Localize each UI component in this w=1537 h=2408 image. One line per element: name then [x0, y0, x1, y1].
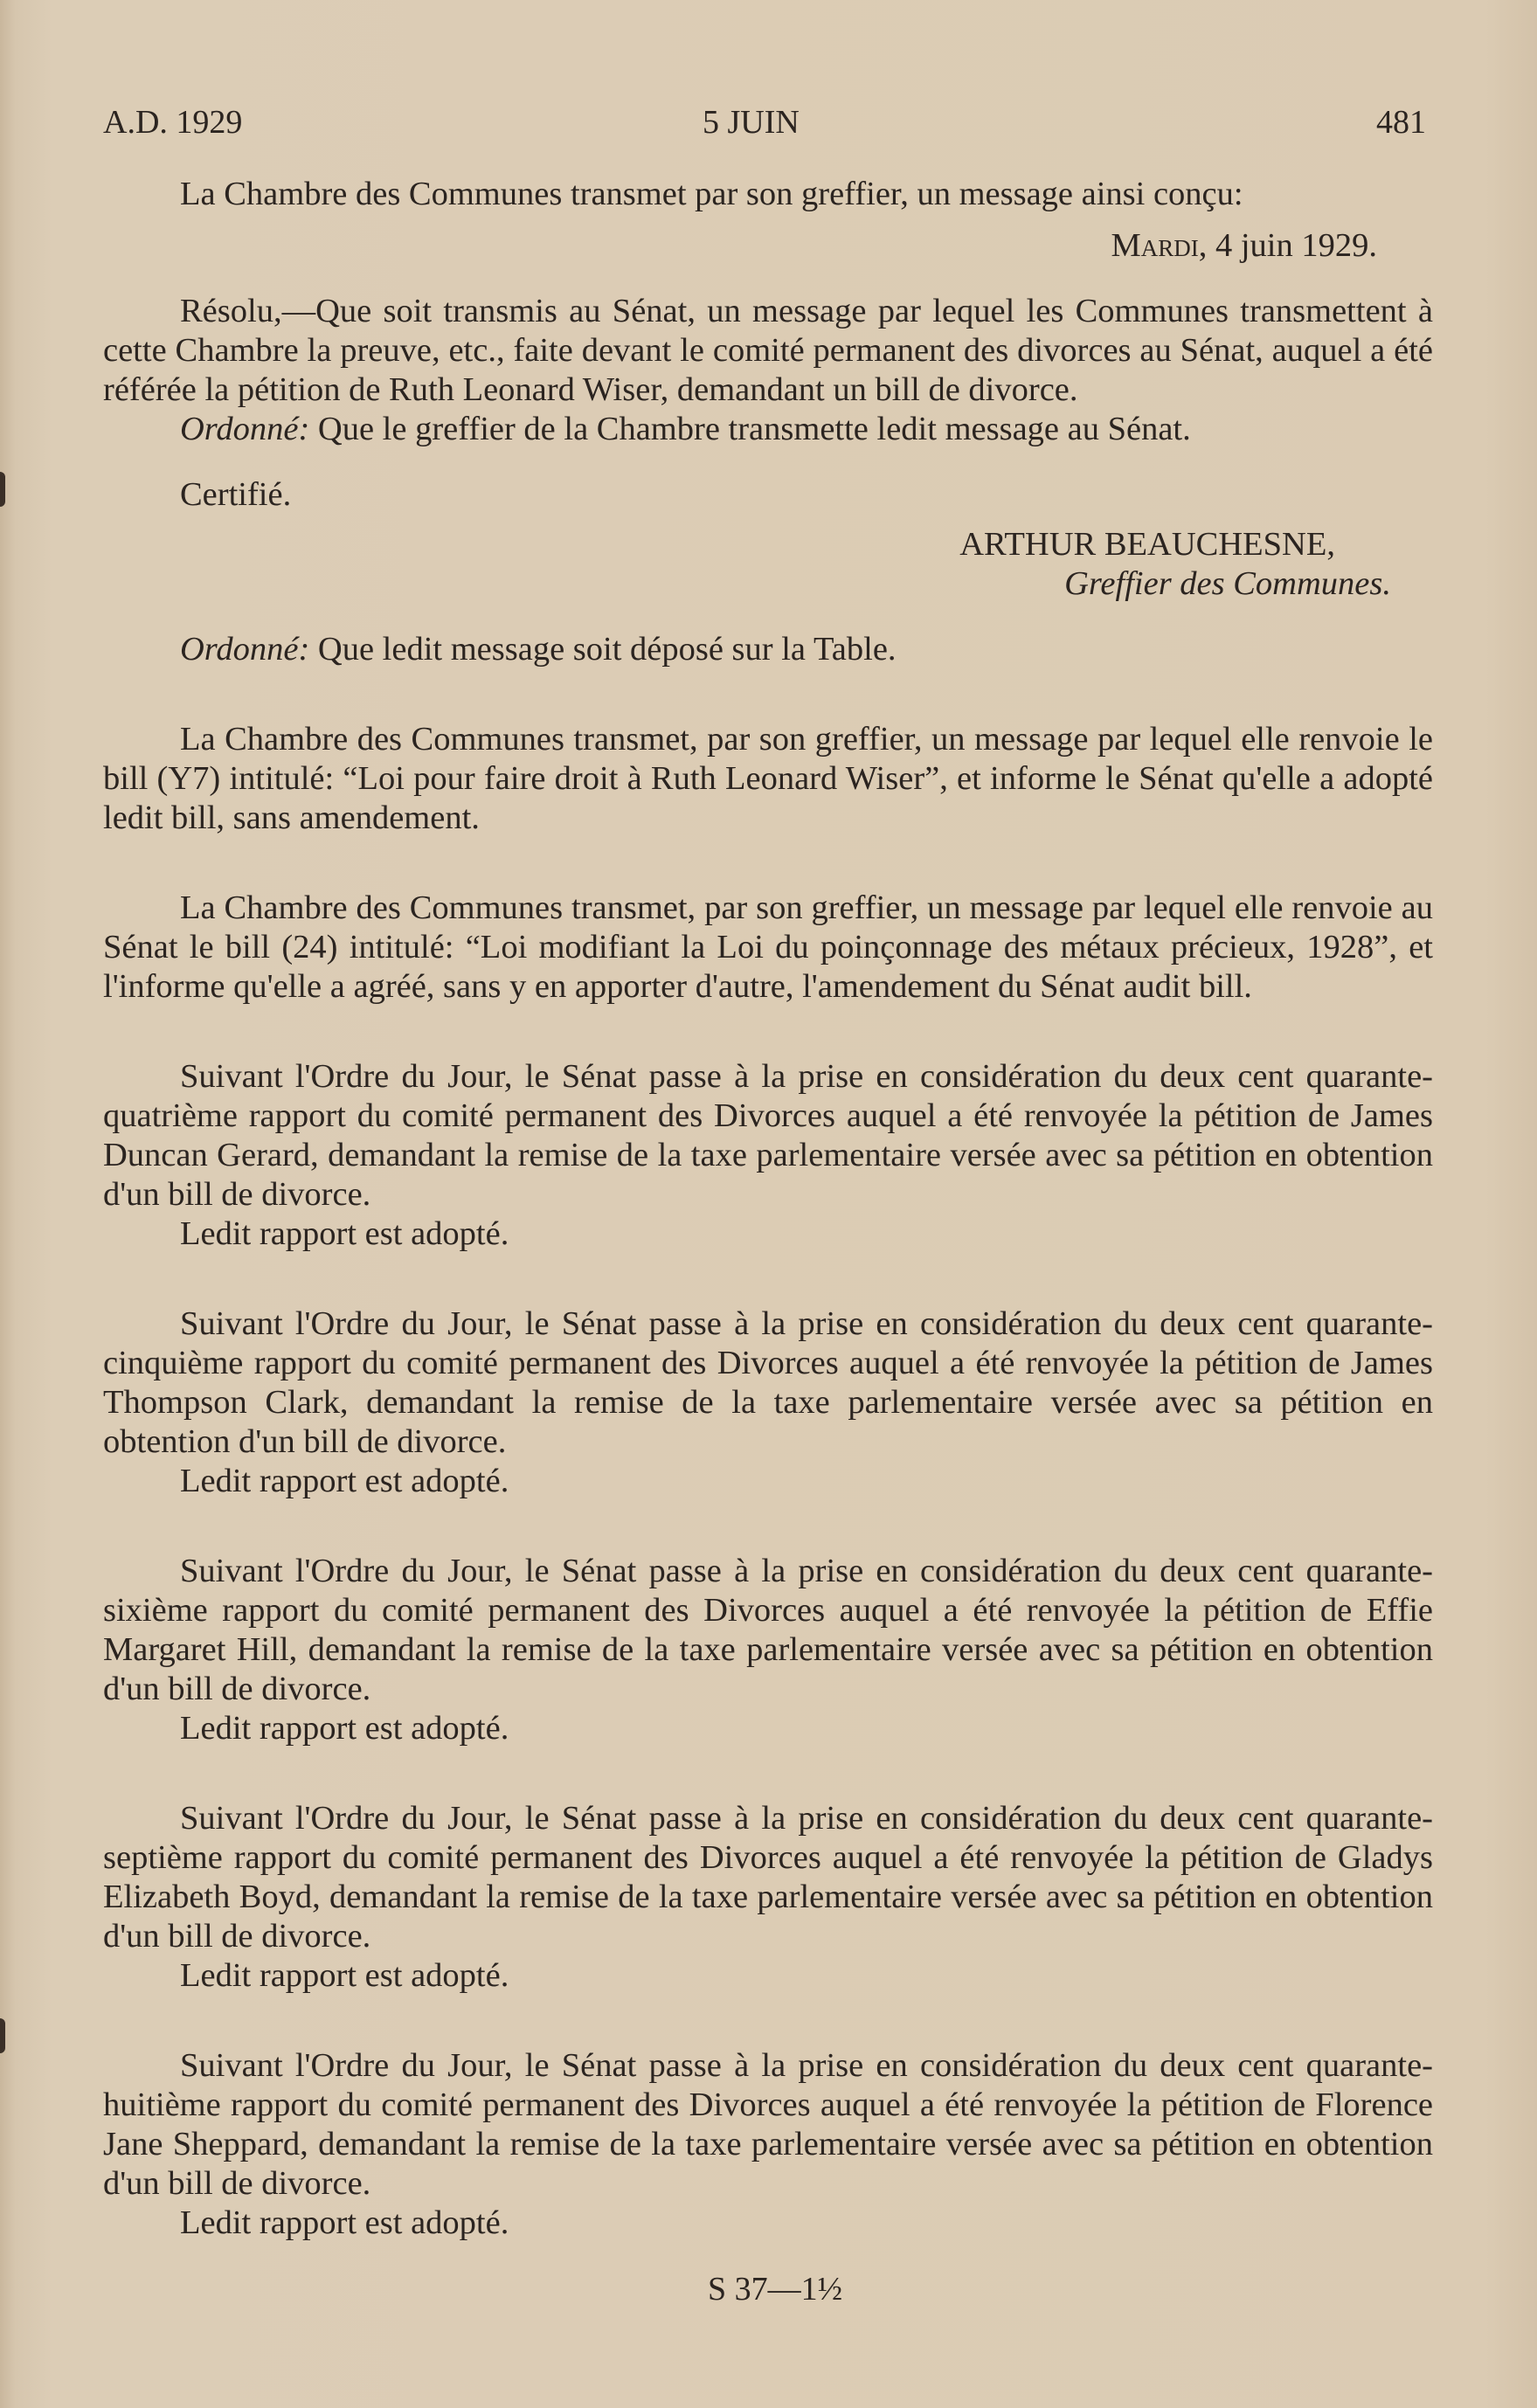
- message-date-rest: , 4 juin 1929.: [1198, 227, 1377, 264]
- signature-mark: S 37—1½: [708, 2271, 843, 2308]
- order-text: Que le greffier de la Chambre transmette ledit message au Sénat.: [309, 411, 1191, 447]
- report-adopted: Ledit rapport est adopté.: [180, 2204, 509, 2241]
- signatory-name: ARTHUR BEAUCHESNE,: [959, 526, 1335, 563]
- message-date: [103, 226, 1377, 266]
- running-head: [103, 96, 1433, 149]
- report-adopted: Ledit rapport est adopté.: [180, 1463, 509, 1499]
- header-date: 5 JUIN: [703, 104, 800, 141]
- report-adopted: Ledit rapport est adopté.: [180, 1957, 509, 1994]
- order-paragraph: [180, 410, 1433, 449]
- page-content: [103, 96, 1433, 2243]
- report-paragraph: Suivant l'Ordre du Jour, le Sénat passe à la prise en considération du deux cent quarante-cinquième rapport du comité permanent des Divorces auquel a été renvoyée la pétition de James Thompson Clark, demandant la remise de la taxe parlementaire versée avec sa pétition en obtention d'un bill de divorce.: [103, 1305, 1433, 1460]
- report-adopted: Ledit rapport est adopté.: [180, 1710, 509, 1747]
- message-intro: La Chambre des Communes transmet par son greffier, un message ainsi conçu:: [180, 176, 1243, 212]
- order2-text: Que ledit message soit déposé sur la Table.: [309, 631, 897, 668]
- binding-mark: [0, 472, 5, 507]
- binding-mark: [0, 2018, 5, 2053]
- message-date-day: Mardi: [1111, 227, 1199, 264]
- certified-line: Certifié.: [180, 476, 292, 513]
- report-paragraph: Suivant l'Ordre du Jour, le Sénat passe à la prise en considération du deux cent quarante-huitième rapport du comité permanent des Divorces auquel a été renvoyée la pétition de Florence Jane Sheppard, demandant la remise de la taxe parlementaire versée avec sa pétition en obtention d'un bill de divorce.: [103, 2047, 1433, 2202]
- resolution-paragraph: Résolu,—Que soit transmis au Sénat, un message par lequel les Communes transmettent à cette Chambre la preuve, etc., faite devant le comité permanent des divorces au Sénat, auquel a été référée la pétition de Ruth Leonard Wiser, demandant un bill de divorce.: [103, 293, 1433, 408]
- order2-label: Ordonné:: [180, 631, 310, 668]
- page-number: 481: [1376, 104, 1426, 141]
- report-paragraph: Suivant l'Ordre du Jour, le Sénat passe à la prise en considération du deux cent quarante-quatrième rapport du comité permanent des Divorces auquel a été renvoyée la pétition de James Duncan Gerard, demandant la remise de la taxe parlementaire versée avec sa pétition en obtention d'un bill de divorce.: [103, 1058, 1433, 1213]
- signature-block: [103, 525, 1391, 604]
- report-paragraph: Suivant l'Ordre du Jour, le Sénat passe à la prise en considération du deux cent quarante-septième rapport du comité permanent des Divorces auquel a été renvoyée la pétition de Gladys Elizabeth Boyd, demandant la remise de la taxe parlementaire versée avec sa pétition en obtention d'un bill de divorce.: [103, 1800, 1433, 1955]
- report-paragraph: Suivant l'Ordre du Jour, le Sénat passe à la prise en considération du deux cent quarante-sixième rapport du comité permanent des Divorces auquel a été renvoyée la pétition de Effie Margaret Hill, demandant la remise de la taxe parlementaire versée avec sa pétition en obtention d'un bill de divorce.: [103, 1553, 1433, 1707]
- signatory-role: Greffier des Communes.: [1064, 565, 1391, 602]
- message-bill-y7: La Chambre des Communes transmet, par son greffier, un message par lequel elle renvoie le bill (Y7) intitulé: “Loi pour faire droit à Ruth Leonard Wiser”, et informe le Sénat qu'elle a adopté ledit bill, sans amendement.: [103, 721, 1433, 836]
- message-bill-24: La Chambre des Communes transmet, par son greffier, un message par lequel elle renvoie au Sénat le bill (24) intitulé: “Loi modifiant la Loi du poinçonnage des métaux précieux, 1928”, et l'informe qu'elle a agréé, sans y en apporter d'autre, l'amendement du Sénat audit bill.: [103, 889, 1433, 1005]
- order-label: Ordonné:: [180, 411, 310, 447]
- order-table-paragraph: [180, 630, 1433, 669]
- report-adopted: Ledit rapport est adopté.: [180, 1215, 509, 1252]
- header-year: A.D. 1929: [103, 104, 243, 141]
